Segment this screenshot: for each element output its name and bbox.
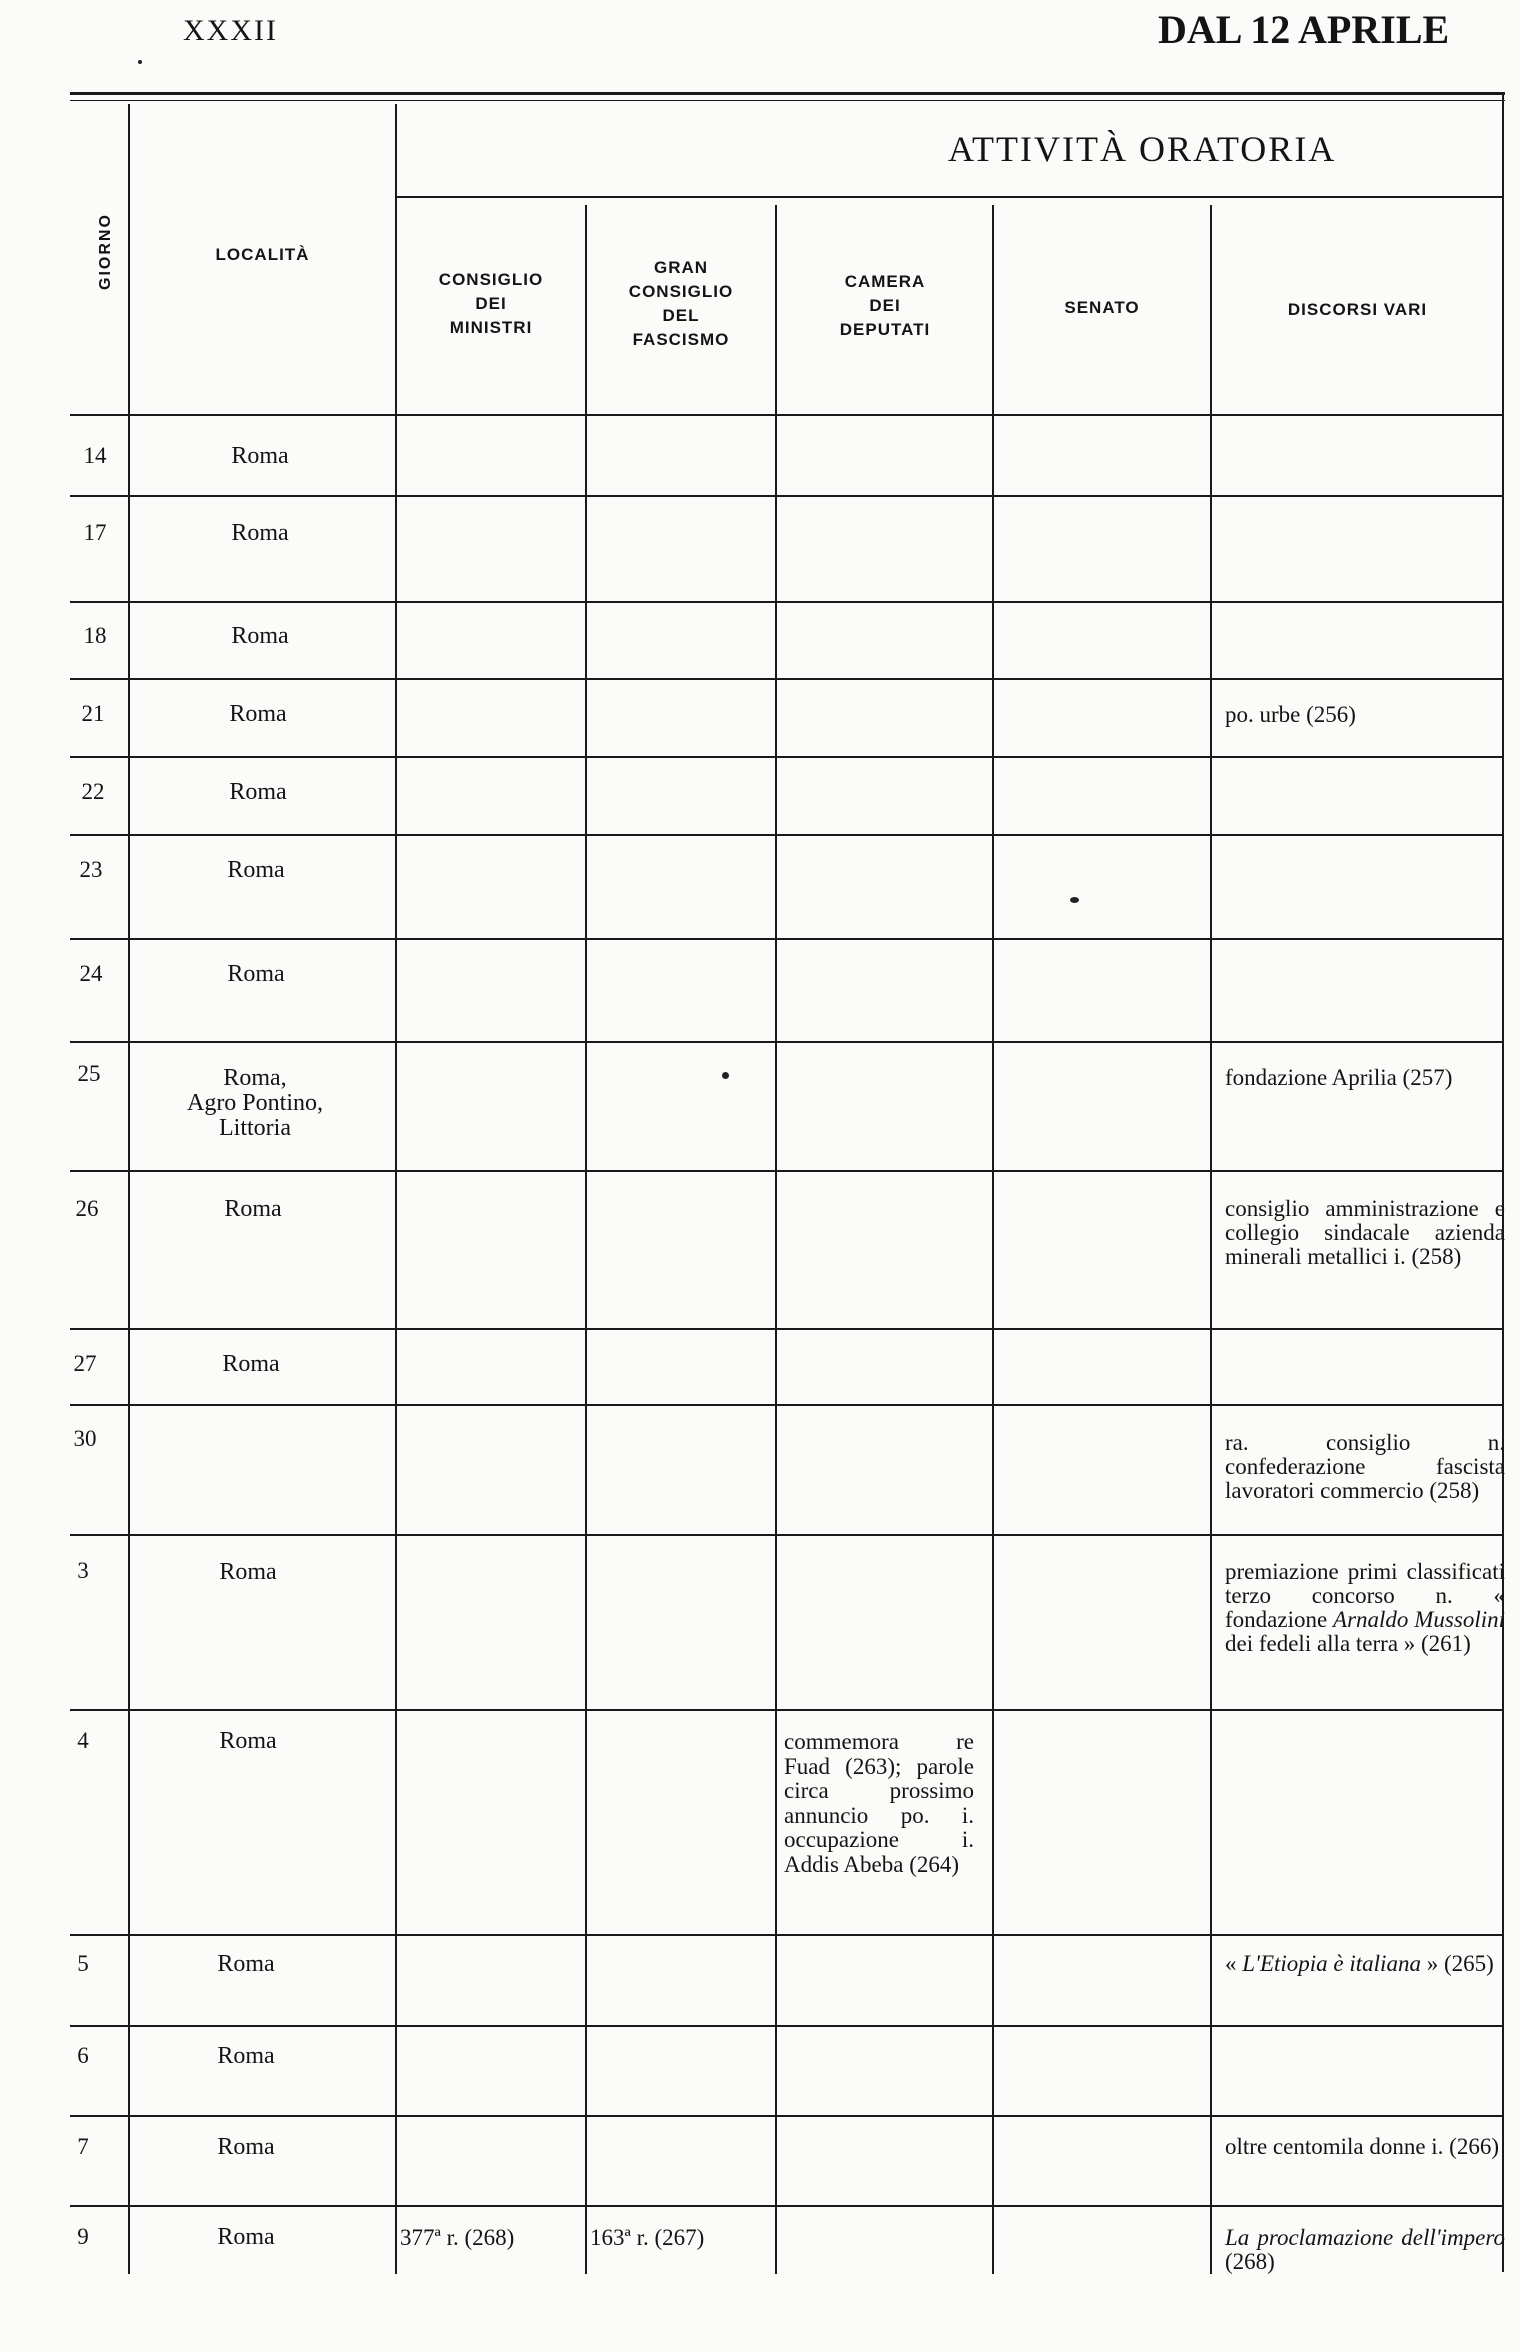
discorsi-cell: fondazione Aprilia (257)	[1225, 1065, 1453, 1090]
day-cell: 4	[77, 1728, 89, 1753]
row-rule	[70, 414, 1503, 416]
day-cell: 17	[83, 520, 107, 545]
consiglio-ministri-cell: 377ª r. (268)	[400, 2225, 515, 2250]
ink-speck	[138, 60, 142, 64]
location-cell: Roma, Agro Pontino, Littoria	[186, 1065, 323, 1141]
top-rule-thin	[70, 100, 1505, 101]
section-underline	[395, 196, 1503, 198]
col-divider	[128, 104, 130, 2274]
col-header-giorno: GIORNO	[97, 213, 114, 290]
day-cell: 24	[79, 961, 103, 986]
day-cell: 23	[79, 857, 103, 882]
day-cell: 21	[81, 701, 105, 726]
gran-consiglio-cell: 163ª r. (267)	[590, 2225, 705, 2250]
col-header-camera: CAMERA DEI DEPUTATI	[839, 272, 931, 339]
row-rule	[70, 1041, 1503, 1043]
discorsi-cell: oltre centomila donne i. (266)	[1225, 2134, 1500, 2159]
day-cell: 5	[77, 1951, 89, 1976]
col-header-discorsi: DISCORSI VARI	[1287, 300, 1428, 319]
location-cell: Roma	[219, 1728, 277, 1754]
page-number: XXXII	[183, 14, 278, 47]
location-cell: Roma	[231, 443, 289, 469]
discorsi-cell: « L'Etiopia è italiana » (265)	[1225, 1951, 1494, 1976]
location-cell: Roma	[217, 2224, 275, 2250]
col-header-senato: SENATO	[1064, 298, 1140, 317]
day-cell: 14	[83, 443, 107, 468]
running-head: DAL 12 APRILE	[1158, 7, 1450, 52]
row-rule	[70, 2025, 1503, 2027]
col-divider	[775, 205, 777, 2274]
row-rule	[70, 938, 1503, 940]
day-cell: 18	[83, 623, 107, 648]
col-divider	[992, 205, 994, 2274]
discorsi-cell: La proclamazione dell'impero (268)	[1225, 2225, 1505, 2274]
col-divider	[1210, 205, 1212, 2274]
day-cell: 26	[75, 1196, 99, 1221]
location-cell: Roma	[227, 857, 285, 883]
ink-speck	[722, 1072, 729, 1079]
day-cell: 6	[77, 2043, 89, 2068]
discorsi-cell: consiglio amministrazione e collegio sindacale azienda minerali metallici i. (258)	[1225, 1196, 1505, 1269]
day-cell: 3	[77, 1558, 89, 1583]
top-rule	[70, 92, 1505, 95]
row-rule	[70, 834, 1503, 836]
row-rule	[70, 678, 1503, 680]
row-rule	[70, 601, 1503, 603]
discorsi-cell: po. urbe (256)	[1225, 702, 1356, 727]
discorsi-cell: ra. consiglio n. confederazione fascista lavoratori commercio (258)	[1225, 1430, 1505, 1503]
page-right-edge	[1502, 92, 1504, 2272]
col-divider	[395, 104, 397, 2274]
location-cell: Roma	[229, 779, 287, 805]
location-cell: Roma	[222, 1351, 280, 1377]
day-cell: 7	[77, 2134, 89, 2159]
row-rule	[70, 1534, 1503, 1536]
day-cell: 27	[73, 1351, 97, 1376]
col-header-gran-consiglio: GRAN CONSIGLIO DEL FASCISMO	[628, 258, 734, 349]
row-rule	[70, 495, 1503, 497]
row-rule	[70, 1404, 1503, 1406]
location-cell: Roma	[217, 2043, 275, 2069]
location-cell: Roma	[229, 701, 287, 727]
col-header-consiglio-ministri: CONSIGLIO DEI MINISTRI	[438, 270, 544, 337]
col-header-localita: LOCALITÀ	[215, 245, 310, 264]
day-cell: 30	[73, 1426, 97, 1451]
location-cell: Roma	[231, 623, 289, 649]
row-rule	[70, 1709, 1503, 1711]
location-cell: Roma	[217, 2134, 275, 2160]
location-cell: Roma	[219, 1559, 277, 1585]
day-cell: 9	[77, 2224, 89, 2249]
location-cell: Roma	[227, 961, 285, 987]
location-cell: Roma	[217, 1951, 275, 1977]
row-rule	[70, 2115, 1503, 2117]
location-cell: Roma	[231, 520, 289, 546]
ink-speck	[1070, 897, 1079, 903]
discorsi-cell: premiazione primi classificati terzo concorso n. « fondazione Arnaldo Mussolini dei fedeli alla terra » (261)	[1225, 1559, 1505, 1656]
camera-cell: commemora re Fuad (263); parole circa prossimo annuncio po. i. occupazione i. Addis Abeba (264)	[784, 1729, 974, 1877]
day-cell: 25	[77, 1061, 101, 1086]
row-rule	[70, 1934, 1503, 1936]
row-rule	[70, 2205, 1503, 2207]
section-title: ATTIVITÀ ORATORIA	[948, 129, 1337, 169]
col-divider	[585, 205, 587, 2274]
day-cell: 22	[81, 779, 105, 804]
row-rule	[70, 1170, 1503, 1172]
location-cell: Roma	[224, 1196, 282, 1222]
row-rule	[70, 756, 1503, 758]
row-rule	[70, 1328, 1503, 1330]
